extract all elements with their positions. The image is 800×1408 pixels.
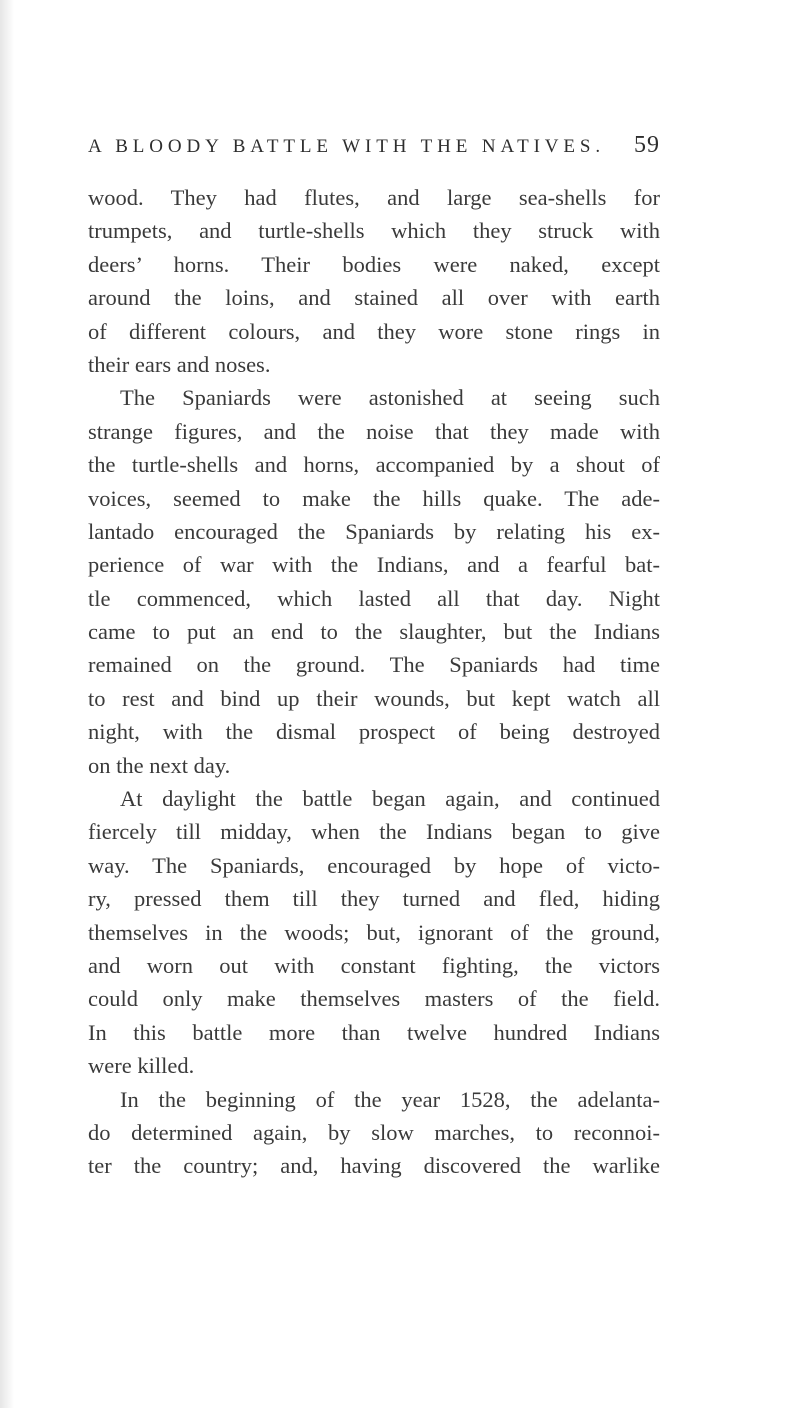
text-line: wood. They had flutes, and large sea-shells for xyxy=(88,185,660,210)
text-line: ry, pressed them till they turned and fled, hiding xyxy=(88,886,660,912)
text-line: fiercely till midday, when the Indians began to give xyxy=(88,819,660,845)
text-line: and worn out with constant fighting, the victors xyxy=(88,952,660,978)
text-line: way. The Spaniards, encouraged by hope of victo- xyxy=(88,852,660,878)
text-line: of different colours, and they wore stone rings in xyxy=(88,318,660,344)
text-line: remained on the ground. The Spaniards had time xyxy=(88,652,660,678)
text-line: their ears and noses. xyxy=(88,351,271,377)
text-line: came to put an end to the slaughter, but the Indians xyxy=(88,619,660,645)
text-line: In this battle more than twelve hundred Indians xyxy=(88,1019,660,1045)
text-line: deers’ horns. Their bodies were naked, except xyxy=(88,251,660,277)
text-line: voices, seemed to make the hills quake. The ade- xyxy=(88,485,660,511)
body-text xyxy=(88,181,660,1183)
page-number: 59 xyxy=(634,132,660,158)
text-line: lantado encouraged the Spaniards by relating his ex- xyxy=(88,518,660,544)
text-line: around the loins, and stained all over with earth xyxy=(88,285,660,311)
page-gutter-shadow xyxy=(0,0,14,1408)
text-line: strange figures, and the noise that they made with xyxy=(88,418,660,444)
text-line: trumpets, and turtle-shells which they struck with xyxy=(88,218,660,244)
running-title: A BLOODY BATTLE WITH THE NATIVES. xyxy=(88,136,606,157)
text-line: ter the country; and, having discovered the warlike xyxy=(88,1153,660,1179)
text-line: do determined again, by slow marches, to reconnoi- xyxy=(88,1119,660,1145)
text-line: could only make themselves masters of the field. xyxy=(88,986,660,1012)
text-line: In the beginning of the year 1528, the adelanta- xyxy=(120,1086,660,1112)
text-line: night, with the dismal prospect of being destroyed xyxy=(88,719,660,745)
text-line: on the next day. xyxy=(88,752,231,778)
text-line: The Spaniards were astonished at seeing such xyxy=(120,385,660,411)
text-line: the turtle-shells and horns, accompanied by a shout of xyxy=(88,452,660,478)
text-line: to rest and bind up their wounds, but kept watch all xyxy=(88,685,660,711)
text-line: At daylight the battle began again, and continued xyxy=(120,786,660,812)
text-line: themselves in the woods; but, ignorant of the ground, xyxy=(88,919,660,945)
running-header xyxy=(88,132,660,166)
text-line: tle commenced, which lasted all that day. Night xyxy=(88,585,660,611)
text-line: perience of war with the Indians, and a fearful bat- xyxy=(88,552,660,578)
text-line: were killed. xyxy=(88,1053,195,1079)
